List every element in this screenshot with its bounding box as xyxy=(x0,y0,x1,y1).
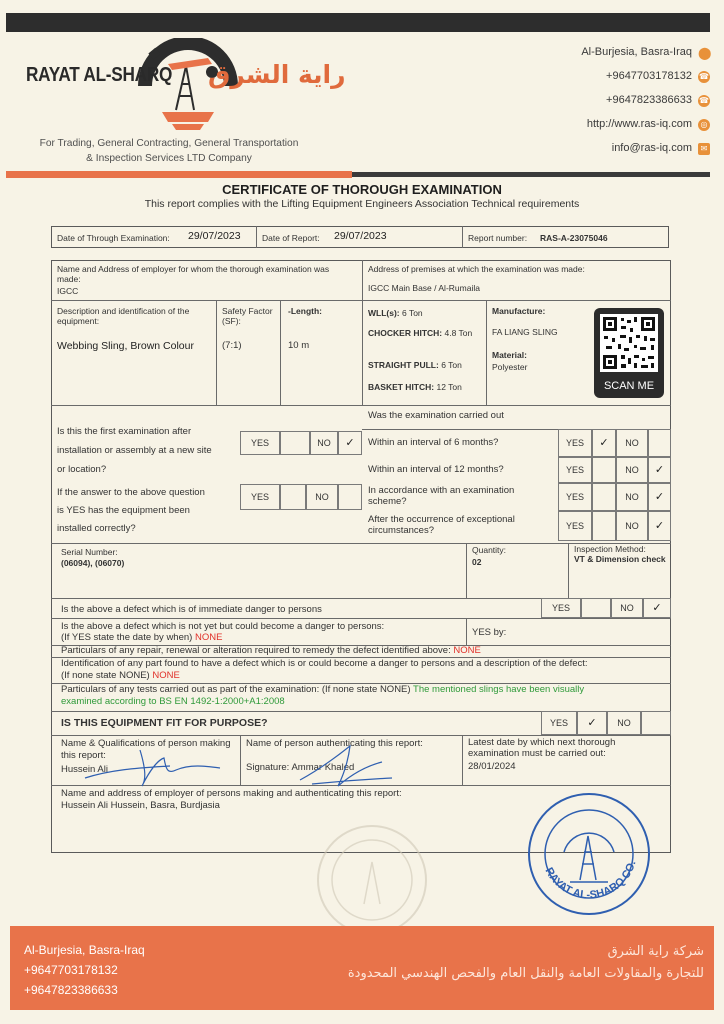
follow-q1: If the answer to the above question xyxy=(57,487,205,498)
exceptional-q: After the occurrence of exceptional circumstances? xyxy=(368,514,515,536)
footer-arabic-name: شركة راية الشرق xyxy=(607,944,704,959)
logo-arabic: راية الشرق xyxy=(208,60,346,89)
basket-line: BASKET HITCH: 12 Ton xyxy=(368,382,462,392)
immediate-yes[interactable]: YES xyxy=(541,598,581,618)
description-label: Description and identification of the equipment: xyxy=(57,306,190,326)
svg-text:RAYAT AL-SHARQ CO. xyxy=(542,859,638,901)
immediate-no[interactable]: NO xyxy=(611,598,643,618)
quantity-value: 02 xyxy=(472,557,482,567)
reporter-signature xyxy=(80,740,230,790)
reporter-value: Hussein Ali xyxy=(61,764,108,775)
certificate-title: CERTIFICATE OF THOROUGH EXAMINATION xyxy=(222,182,502,197)
interval-6-yes-check[interactable]: ✓ xyxy=(592,429,616,457)
fit-no[interactable]: NO xyxy=(607,711,641,735)
company-stamp-icon xyxy=(524,790,654,918)
first-exam-q1: Is this the first examination after xyxy=(57,426,192,437)
faded-stamp-icon xyxy=(312,820,432,940)
reporter-label: Name & Qualifications of person making this report: xyxy=(61,738,231,761)
yes-by-label: YES by: xyxy=(472,627,507,638)
header-rule-orange xyxy=(6,171,352,178)
scan-me-label: SCAN ME xyxy=(603,380,655,392)
installed-no[interactable]: NO xyxy=(306,484,338,510)
manufacture-value: FA LIANG SLING xyxy=(492,327,558,337)
date-report-value: 29/07/2023 xyxy=(334,230,387,242)
premises-label: Address of premises at which the examination was made: xyxy=(368,264,585,274)
premises-value: IGCC Main Base / Al-Rumaila xyxy=(368,283,480,293)
first-exam-q3: or location? xyxy=(57,464,107,475)
manufacture-label: Manufacture: xyxy=(492,306,546,316)
straight-line: STRAIGHT PULL: 6 Ton xyxy=(368,360,462,370)
ident-label: Identification of any part found to have a defect which is or could become a danger to persons and a description of the defect: xyxy=(61,658,588,669)
fit-no-box[interactable] xyxy=(641,711,671,735)
fit-question: IS THIS EQUIPMENT FIT FOR PURPOSE? xyxy=(61,717,268,729)
report-number-label: Report number: xyxy=(468,233,528,243)
stamp-text: RAYAT AL-SHARQ CO. xyxy=(542,859,639,902)
phone-icon: ☎ xyxy=(699,72,709,81)
scheme-yes[interactable]: YES xyxy=(558,483,592,511)
contact-phone-2[interactable]: +9647823386633 xyxy=(606,94,692,106)
fit-yes-check[interactable]: ✓ xyxy=(577,711,607,735)
tagline-line-1: For Trading, General Contracting, General Transportation xyxy=(39,138,299,149)
date-report-label: Date of Report: xyxy=(262,233,320,243)
interval-6-q: Within an interval of 6 months? xyxy=(368,437,499,448)
contact-email[interactable]: info@ras-iq.com xyxy=(611,142,692,154)
interval-12-no-check[interactable]: ✓ xyxy=(648,457,671,483)
contact-phone-1[interactable]: +9647703178132 xyxy=(606,70,692,82)
header-rule-dark xyxy=(352,172,710,177)
installed-yes-box[interactable] xyxy=(280,484,306,510)
tagline-line-2: & Inspection Services LTD Company xyxy=(86,153,252,164)
description-value: Webbing Sling, Brown Colour xyxy=(57,340,194,352)
tests-value-2: examined according to BS EN 1492-1:2000+A1:2008 xyxy=(61,696,285,707)
future-danger-note: (If YES state the date by when) NONE xyxy=(61,632,223,643)
fit-yes[interactable]: YES xyxy=(541,711,577,735)
first-exam-yes[interactable]: YES xyxy=(240,431,280,455)
choker-line: CHOCKER HITCH: 4.8 Ton xyxy=(368,328,473,338)
exceptional-no[interactable]: NO xyxy=(616,511,648,541)
report-number-value: RAS-A-23075046 xyxy=(540,233,608,243)
length-label: -Length: xyxy=(288,306,322,316)
employer-persons-label: Name and address of employer of persons making and authenticating this report: xyxy=(61,788,402,799)
employer-label: Name and Address of employer for whom the thorough examination was made: xyxy=(57,264,330,284)
installed-yes[interactable]: YES xyxy=(240,484,280,510)
interval-6-no[interactable]: NO xyxy=(616,429,648,457)
date-exam-label: Date of Through Examination: xyxy=(57,233,170,243)
scheme-no-check[interactable]: ✓ xyxy=(648,483,671,511)
length-value: 10 m xyxy=(288,340,310,351)
follow-q3: installed correctly? xyxy=(57,523,136,534)
material-label: Material: xyxy=(492,350,527,360)
authenticator-signature xyxy=(292,740,402,795)
quantity-label: Quantity: xyxy=(472,545,507,555)
installed-no-box[interactable] xyxy=(338,484,362,510)
footer-phone-2[interactable]: +9647823386633 xyxy=(24,983,118,997)
employer-persons-value: Hussein Ali Hussein, Basra, Burdjasia xyxy=(61,800,220,811)
location-icon: ⬤ xyxy=(698,46,712,60)
first-exam-no[interactable]: NO xyxy=(310,431,338,455)
company-tagline xyxy=(25,136,313,166)
phone-icon: ☎ xyxy=(699,96,709,105)
authenticator-label: Name of person authenticating this report: xyxy=(246,738,423,749)
wll-line: WLL(s): 6 Ton xyxy=(368,308,423,318)
next-exam-value: 28/01/2024 xyxy=(468,761,516,772)
employer-value: IGCC xyxy=(57,286,79,296)
future-danger-q: Is the above a defect which is not yet but could become a danger to persons: xyxy=(61,621,385,632)
first-exam-q2: installation or assembly at a new site xyxy=(57,445,212,456)
interval-12-yes[interactable]: YES xyxy=(558,457,592,483)
serial-label: Serial Number: xyxy=(61,547,118,557)
contact-address: Al-Burjesia, Basra-Iraq xyxy=(581,46,692,58)
footer-address: Al-Burjesia, Basra-Iraq xyxy=(24,943,145,957)
qr-code-icon xyxy=(594,308,664,378)
footer-phone-1[interactable]: +9647703178132 xyxy=(24,963,118,977)
tests-line: Particulars of any tests carried out as part of the examination: (If none state NONE) The mentioned slings have been visually xyxy=(61,684,585,695)
next-exam-label: Latest date by which next thorough examination must be carried out: xyxy=(468,737,616,759)
safety-factor-label: Safety Factor (SF): xyxy=(222,306,273,326)
ident-note: (If none state NONE) NONE xyxy=(61,670,180,681)
safety-factor-value: (7:1) xyxy=(222,340,242,351)
repair-line: Particulars of any repair, renewal or alteration required to remedy the defect identified above: NONE xyxy=(61,645,481,656)
certificate-subtitle: This report complies with the Lifting Equipment Engineers Association Technical requirements xyxy=(144,198,580,210)
scheme-q: In accordance with an examination scheme? xyxy=(368,485,515,507)
top-bar xyxy=(6,13,710,32)
interval-6-yes[interactable]: YES xyxy=(558,429,592,457)
authenticator-line: Signature: Ammar Khaled xyxy=(246,762,355,773)
globe-icon: ◎ xyxy=(698,119,710,131)
scheme-no[interactable]: NO xyxy=(616,483,648,511)
follow-q2: is YES has the equipment been xyxy=(57,505,190,516)
footer-arabic-desc: للتجارة والمقاولات العامة والنقل العام والفحص الهندسي المحدودة xyxy=(347,966,704,981)
immediate-danger-q: Is the above a defect which is of immediate danger to persons xyxy=(61,604,322,615)
contact-website[interactable]: http://www.ras-iq.com xyxy=(586,118,692,130)
immediate-yes-box[interactable] xyxy=(581,598,611,618)
date-exam-value: 29/07/2023 xyxy=(188,230,241,242)
interval-12-no[interactable]: NO xyxy=(616,457,648,483)
logo-wordmark: RAYAT AL-SHARQ xyxy=(26,64,173,86)
scheme-yes-box[interactable] xyxy=(592,483,616,511)
qr-code[interactable] xyxy=(594,308,664,398)
immediate-no-check[interactable]: ✓ xyxy=(643,598,671,618)
exam-carried-label: Was the examination carried out xyxy=(368,410,504,421)
interval-12-yes-box[interactable] xyxy=(592,457,616,483)
mail-icon: ✉ xyxy=(698,143,710,155)
exceptional-yes[interactable]: YES xyxy=(558,511,592,541)
exceptional-yes-box[interactable] xyxy=(592,511,616,541)
interval-12-q: Within an interval of 12 months? xyxy=(368,464,504,475)
first-exam-no-check[interactable]: ✓ xyxy=(338,431,362,455)
interval-6-no-box[interactable] xyxy=(648,429,671,457)
exceptional-no-check[interactable]: ✓ xyxy=(648,511,671,541)
first-exam-yes-box[interactable] xyxy=(280,431,310,455)
serial-value: (06094), (06070) xyxy=(61,558,125,568)
material-value: Polyester xyxy=(492,362,528,372)
method-value: VT & Dimension check xyxy=(574,554,666,564)
method-label: Inspection Method: xyxy=(574,544,646,554)
